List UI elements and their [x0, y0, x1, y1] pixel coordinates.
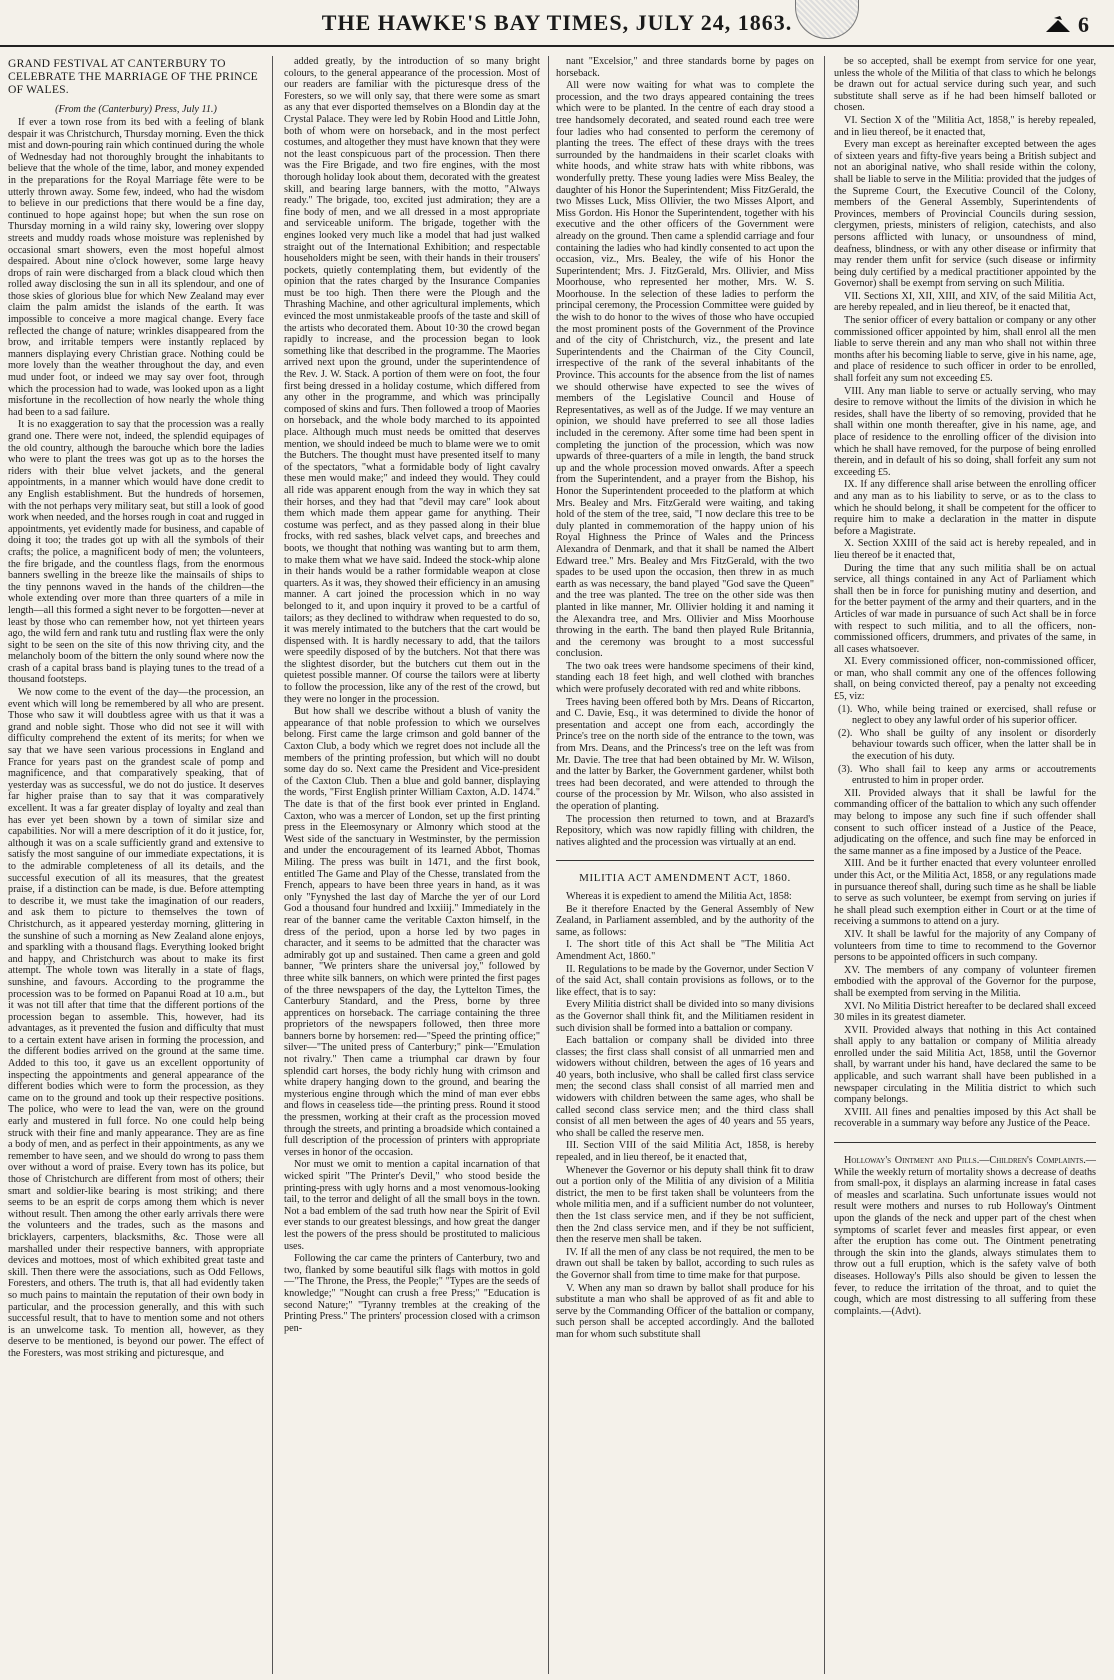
paragraph: added greatly, by the introduction of so many bright colours, to the general appearance of the procession. Most of our readers are familiar with the picturesque dress of the Foresters, so we will only say, that there were some as smart as any that ever disported themselves on a Blondin day at the Crystal Palace. They were led by Robin Hood and Little John, both of whom were on horseback, and in the most perfect costumes, and altogether they must have known that they were not the least conspicuous part of the procession. Then there was the Fire Brigade, and two fire engines, with the most thorough holiday look about them, decorated with the greatest skill, and bearing large banners, with the motto, "Always ready." The brigade, too, excited just admiration; they are a fine body of men, and we all dressed in a most appropriate and serviceable uniform. The brigade, together with the engines looked very much like a model that had just walked straight out of the International Exhibition; and respectable householders might be seen, with their hands in their trousers' pockets, quietly contemplating them, but evidently of the opinion that the rates charged by the Insurance Companies must be too high. Then there were the Plough and the Thrashing Machine, and other agricultural implements, which evinced the most unmistakeable proofs of the taste and skill of the artists who decorated them. About 10·30 the crowd began rapidly to increase, and the procession began to look something like that described in the programme. The Maories arrived next upon the ground, under the superintendence of the Rev. J. W. Stack. A portion of them were on foot, the four first being dressed in a holiday costume, which differed from any other in the programme, and which was principally composed of skins and furs. Then followed a troop of Maories on horseback, and the whole body marched to its appointed place. Although much must needs be omitted that deserves mention, we should indeed be much to blame were we to omit the Butchers. The thought must have presented itself to many of the spectators, "what a formidable body of light cavalry these men would make;" and indeed they would. They could all ride was apparent enough from the way in which they sat their horses, and they had that "devil may care" look about them which made them appear game for anything. Their costume was perfect, and as they passed along in their blue frocks, with red sashes, black velvet caps, and breeches and boots, we thought that nothing was wanting but to arm them, to make them what we have said. Indeed the stock-whip alone in their hands would be a rather formidable weapon at close quarters. As it was, they showed their efficiency in an amusing manner. A cart joined the procession which in no way belonged to it, and upon inquiry it proved to be a cartful of tailors; as they declined to withdraw when requested to do so, it was merely intimated to the butchers that the cart would be dispensed with. It is hardly necessary to add, that the tailors were speedily disposed of by the butchers. Not that there was the slightest disorder, but the butchers cut them out in the quietest possible manner. Of course the tailors were at liberty to follow the procession, like any of the rest of the crowd, but they were no longer in the procession.: [284, 56, 540, 705]
paragraph: We now come to the event of the day—the procession, an event which will long be remembered by all who are present. Those who saw it will doubtless agree with us that it was a grand and noble sight. Those who did not see it will with difficulty comprehend the extent of its merits; for when we say that we have seen various processions in England and France for years past on the grandest scale of pomp and magnificence, and that comparatively speaking, that of yesterday was as successful, we do not do justice. It deserves far higher praise than to say that it was comparatively excellent. It was a far greater display of loyalty and zeal than has ever yet been shown by a town of similar size and capabilities. Nor will a mere description of it do it justice, for, although it was on a scale sufficiently grand and extensive to satisfy the most sanguine of our immediate expectations, it is to the admirable completeness of all its details, and the successful execution of all its measures, that the greatest praise, if a distinction can be made, is due. Before attempting to describe it, we must take the imagination of our readers, and ask them to picture to themselves the town of Christchurch, as it appeared yesterday morning, glittering in the sunshine of such a morning as New Zealand alone enjoys, and sparkling with a thousand flags. Everything looked bright and happy, and Christchurch was about to make its first attempt. The whole town was literally in a state of flags, sunshine, and favours. According to the programme the procession was to be formed on Papanui Road at 10 a.m., but it was not till after that time that the different portions of the procession began to assemble. This, however, had its advantages, as it prevented the fusion and difficulty that must to a certain extent have arisen in forming the procession, and the different bodies arrived on the ground at the same time. Added to this too, it gave us an excellent opportunity of inspecting the appointments and general appearance of the different bodies which were to form the procession, as they came on to the ground and took up their respective positions. The police, who were to lead the van, were on the ground early and mustered in full force. No one could help being struck with their fine and manly appearance. They are as fine a body of men, and as perfect in their appointments, as any we remember to have seen, and we should do wrong to pass them over without a word of praise. Every town has its police, but those of Christchurch are different from most of others; their smart and soldier-like bearing is most striking; and there seems to be an esprit de corps among them which is never without result. Then among the other early arrivals there were the volunteers and the trades, such as the masons and bricklayers, carpenters, blacksmiths, &c. Those were all marshalled under their respective banners, with appropriate devices and mottoes, most of which exhibited great taste and skill. Then there were the associations, such as Odd Fellows, Foresters, and others. The truth is, that all had evidently taken so much pains to maintain the reputation of their own body in particular, and the procession generally, and this with such successful result, that to have to mention some and not others is an unwelcome task. To mention all, however, as they deserve to be mentioned, is beyond our power. The effect of the Foresters, was most striking and picturesque, and: [8, 687, 264, 1359]
paragraph: XVI. No Militia District hereafter to be declared shall exceed 30 miles in its greatest diameter.: [834, 1000, 1096, 1024]
paragraph: IX. If any difference shall arise between the enrolling officer and any man as to his liability to serve, or as to the class to which he should belong, it shall be competent for the officer to require him to make a declaration in the matter in dispute before a Magistrate.: [834, 479, 1096, 537]
paragraph: If ever a town rose from its bed with a feeling of blank despair it was Christchurch, Thursday morning. Even the thick mist and down-pouring rain which continued during the whole of Wednesday had not thoroughly brought the inhabitants to believe that the whole of the time, labor, and money expended in the preparations for the Royal Marriage fête were to be utterly thrown away. Some few, indeed, who had the wisdom to believe in our predictions that there would be a fine day, continued to hope against hope; but when the sun rose on Thursday morning in a wild rainy sky, lowering over sloppy streets and muddy roads whose moisture was replenished by occasional smart showers, even the most hopeful almost despaired. About nine o'clock however, some large heavy drops of rain were discharged from a black cloud which then rolled away disclosing the sun in all its splendour, and one of those skies of glorious blue for which New Zealand may ever claim the palm amidst the islands of the earth. It was impossible to conceive a more magical change. Every face reflected the change of nature; wrinkles disappeared from the brow, and irritable tempers were instantly replaced by manners displaying every Christian grace. Nothing could be more lovely than the weather throughout the day, and even mud under foot, or indeed we may say over foot, through which the procession had to wade, was looked upon as a light misfortune in the recollection of how nearly the whole thing had been to a sad failure.: [8, 116, 264, 418]
paragraph: It is no exaggeration to say that the procession was a really grand one. There were not, indeed, the splendid equipages of the old country, although the barouche which bore the ladies who were to plant the trees was got up as to the horses the riders with their blue velvet jackets, and the general appointments, in a manner which would have done credit to any English establishment. But the hundreds of horsemen, with the not perhaps very military seat, but still a look of good work when needed, and the horses rough in coat and rugged in appointments, yet evidently made for business, and capable of doing it too; the trades got up with all the symbols of their crafts; the police, a magnificent body of men; the volunteers, the fire brigade, and the countless flags, from the enormous banners swelling in the breeze like the mainsails of ships to the tiny pennons waved in the hands of the children—the whole extending over more than three quarters of a mile in length—all this formed a sight never to be forgotten—never at least by those who can remember how, not yet thirteen years ago, the wild fern and rank tutu and rustling flax were the only sight to be seen on the site of this now thriving city, and the melancholy boom of the bittern the only sound where now the crash of a capital brass band is playing tunes to the tread of a thousand footsteps.: [8, 419, 264, 686]
list-item: (3). Who shall fail to keep any arms or accoutrements entrusted to him in proper order.: [838, 763, 1096, 787]
paragraph: Be it therefore Enacted by the General Assembly of New Zealand, in Parliament assembled, and by the authority of the same, as follows:: [556, 903, 814, 938]
section-title: MILITIA ACT AMENDMENT ACT, 1860.: [579, 872, 791, 885]
paragraph: I. The short title of this Act shall be "The Militia Act Amendment Act, 1860.": [556, 939, 814, 962]
paragraph: The procession then returned to town, and at Brazard's Repository, which was now rapidly filling with children, the natives alighted and the procession was virtually at an end.: [556, 813, 814, 848]
advert-lead: Holloway's Ointment and Pills.—Children's Complaints.—: [844, 1155, 1096, 1167]
section-divider: [556, 860, 814, 861]
paragraph: XVIII. All fines and penalties imposed by this Act shall be recoverable in a summary way before any Justice of the Peace.: [834, 1106, 1096, 1130]
paragraph: XVII. Provided always that nothing in this Act contained shall apply to any battalion or company of Militia already enrolled under the said Militia Act, 1858, until the Governor shall, by warrant under his hand, have declared the same to be applicable, and such warrant shall have been published in a newspaper circulating in the Militia district to which such company belongs.: [834, 1024, 1096, 1106]
column-2: [284, 56, 540, 1674]
masthead: [0, 0, 1114, 48]
paragraph: XIII. And be it further enacted that every volunteer enrolled under this Act, or the Militia Act, 1858, or any regulations made in pursuance thereof shall, during such time as he shall be liable to serve as such volunteer, be exempt from serving on juries if he shall plead such exemption either in Court or at the time of receiving a summons to attend on a jury.: [834, 858, 1096, 928]
paragraph: VII. Sections XI, XII, XIII, and XIV, of the said Militia Act, are hereby repealed, and in lieu thereof, be it enacted that,: [834, 290, 1096, 314]
paragraph: All were now waiting for what was to complete the procession, and the two drays appeared containing the trees which were to be planted. In the centre of each dray stood a tree handsomely decorated, and seated round each tree were four ladies who had consented to perform the ceremony of planting the trees. The effect of these drays with the trees surrounded by the handmaidens in their scarlet cloaks with white hoods, and white straw hats with white ribbons, was wonderfully pretty. These young ladies were Miss Bealey, the daughter of his Honor the Superintendent; Miss FitzGerald, the two Misses Luck, Miss Ollivier, the two Misses Alport, and Miss Gordon. His Honor the Superintendent, together with his executive and the other officers of the Government were already on the ground. Then came a splendid carriage and four containing the ladies who had kindly consented to act upon the occasion, viz., Mrs. Bealey, the wife of his Honor the Superintendent; Mrs. J. FitzGerald, Mrs. Ollivier, and Miss Moorhouse, who represented her mother, Mrs. W. S. Moorhouse. In the selection of these ladies to perform the principal ceremony, the Procession Committee were guided by the wish to do honor to the wives of those who have occupied the most prominent posts of the Government of the Province and of the city of Christchurch, viz., the present and late Superintendents and the Chairman of the City Council, irrespective of the rank of the several inhabitants of the Province. This accounts for the absence from the list of names we should otherwise have expected to see the wives of members of the Legislative Council and House of Representatives, as well as of the Judge. If we may venture an opinion, we should have preferred to see all those ladies included in the ceremony. After some time had been spent in completing the junction of the procession, which was now upwards of three-quarters of a mile in length, the band struck up and the whole procession moved onwards. After a speech from the Superintendent, and a prayer from the Bishop, his Honor the Superintendent proceeded to the platform at which Mrs. Bealey and Mrs. FitzGerald were waiting, and taking hold of the stem of the tree, said, "I now declare this tree to be duly planted in commemoration of the happy union of his Royal Highness the Prince of Wales and the Princess Alexandra of Denmark, and that it shall be named the Albert Edward tree." Mrs. Bealey and Mrs FitzGerald, with the two spades to be used upon the occasion, then threw in as much earth as was necessary, the band played "God save the Queen" and the tree was planted. The tree on the other side was then planted in like manner, Mr. Ollivier holding it and naming it the Alexandra tree, and Mrs. Ollivier and Miss Moorhouse throwing in the earth. The band then played Rule Britannia, and the ceremony was brought to a most successful conclusion.: [556, 80, 814, 660]
paragraph: XV. The members of any company of volunteer firemen embodied with the approval of the Governor for the purpose, shall be exempted from serving in the Militia.: [834, 964, 1096, 999]
bird-emblem-icon: [1044, 14, 1072, 36]
advertisement: [834, 1155, 1096, 1317]
paragraph: Each battalion or company shall be divided into three classes; the first class shall consist of all unmarried men and widowers without children, between the ages of 16 years and 40 years, both inclusive, who shall be called first class service men; the second class shall consist of all married men and widowers with children between the same ages, who shall be called second class service men; and the third class shall consist of all men between the ages of 40 years and 55 years, who shall be called the reserve men.: [556, 1035, 814, 1139]
newspaper-columns: [0, 56, 1114, 1674]
paragraph: V. When any man so drawn by ballot shall produce for his substitute a man who shall be approved of as fit and able to serve by the Commanding Officer of the battalion or company, such person shall be accepted accordingly. And the balloted man for whom such substitute shall: [556, 1282, 814, 1340]
section-divider: [834, 1142, 1096, 1143]
list-item: (1). Who, while being trained or exercised, shall refuse or neglect to obey any lawful order of his superior officer.: [838, 703, 1096, 727]
paragraph: IV. If all the men of any class be not required, the men to be drawn out shall be taken by ballot, according to such rules as the Governor shall from time to time make for that purpose.: [556, 1246, 814, 1281]
list-item: (2). Who shall be guilty of any insolent or disorderly behaviour towards such officer, when the latter shall be in the execution of his duty.: [838, 727, 1096, 763]
paragraph: II. Regulations to be made by the Governor, under Section V of the said Act, shall contain provisions as follows, or to the like effect, that is to say:: [556, 963, 814, 998]
paragraph: nant "Excelsior," and three standards borne by pages on horseback.: [556, 56, 814, 79]
paragraph: XI. Every commissioned officer, non-commissioned officer, or man, who shall commit any one of the offences following shall, on being convicted thereof, pay a penalty not exceeding £5, viz:: [834, 656, 1096, 703]
paragraph: The senior officer of every battalion or company or any other commissioned officer appointed by him, shall enrol all the men liable to serve therein and any man who shall not within three months after his becoming liable to serve, give in his name, age, and place of residence to such officer in order to be enrolled, shall forfeit any sum not exceeding £5.: [834, 315, 1096, 385]
paragraph: Trees having been offered both by Mrs. Deans of Riccarton, and C. Davie, Esq., it was determined to divide the honor of presentation and accept one from each, accordingly the Prince's tree on the north side of the entrance to the town, was from Mrs. Deans, and the Princess's tree on the left was from Mr. Davie. The tree that had been obtained by Mr. W. Wilson, and the latter by Barker, the Government gardener, whilst both trees had been decorated, and were attended to through the course of the procession by Mr. Wilson, who also assisted in the operation of planting.: [556, 696, 814, 812]
paragraph: be so accepted, shall be exempt from service for one year, unless the whole of the Militia of that class to which he belongs be drawn out for actual service during such year, and such substitute shall serve as if he had been himself balloted or chosen.: [834, 56, 1096, 114]
paragraph: VIII. Any man liable to serve or actually serving, who may desire to remove without the limits of the division in which he resides, shall have the liberty of so removing, provided that he shall within one month thereafter, give in his name, age, and place of residence to the enrolling officer of the division into which he shall have removed, for the purpose of being enrolled therein, and in default of his so doing, shall forfeit any sum not exceeding £5.: [834, 385, 1096, 478]
column-4: [834, 56, 1096, 1674]
article-headline: GRAND FESTIVAL AT CANTERBURY TO CELEBRATE THE MARRIAGE OF THE PRINCE OF WALES.: [8, 57, 258, 96]
paragraph: III. Section VIII of the said Militia Act, 1858, is hereby repealed, and in lieu thereof, be it enacted that,: [556, 1140, 814, 1164]
article-dateline: (From the (Canterbury) Press, July 11.): [55, 104, 217, 116]
paragraph: XIV. It shall be lawful for the majority of any Company of volunteers from time to time to recommend to the Governor persons to be appointed officers in such company.: [834, 928, 1096, 964]
paragraph: Every Militia district shall be divided into so many divisions as the Governor shall think fit, and the Militiamen resident in such division shall be formed into a battalion or company.: [556, 999, 814, 1034]
paragraph: X. Section XXIII of the said act is hereby repealed, and in lieu thereof be it enacted that,: [834, 538, 1096, 561]
paragraph: XII. Provided always that it shall be lawful for the commanding officer of the battalion to which any such offender may belong to impose any such fine if such offender shall consent to such officer instead of a Justice of the Peace, adjudicating on the offence, and such fine may be enforced in the same manner as a fine imposed by a Justice of the Peace.: [834, 787, 1096, 857]
paragraph: The two oak trees were handsome specimens of their kind, standing each 18 feet high, and well clothed with branches which were profusely decorated with red and white ribbons.: [556, 660, 814, 696]
masthead-title: THE HAWKE'S BAY TIMES, JULY 24, 1863.: [321, 10, 793, 35]
column-3: [556, 56, 814, 1674]
paragraph: Every man except as hereinafter excepted between the ages of sixteen years and fifty-five years being a British subject and not an aboriginal native, who shall reside within the colony, shall be liable to serve in the Militia: provided that the judges of the Supreme Court, the Executive Council of the Colony, members of the General Assembly, Superintendents of Provinces, members of Provincial Councils during session, clergymen, priests, ministers of religion, catechists, and also persons afflicted with lunacy, or unsoundness of mind, deafness, blindness, or with any other disease or infirmity that may render them unfit for service (such disease or infirmity being duly certified by a medical practitioner appointed by the Governor) shall be exempt from serving on such Militia.: [834, 139, 1096, 290]
masthead-rule: [0, 45, 1114, 47]
paragraph: During the time that any such militia shall be on actual service, all things contained in any Act of Parliament which shall then be in force for punishing mutiny and desertion, and for the better payment of the army and their quarters, and in the Articles of war made in pursuance of such Act shall be in force with respect to such militia, and to all the officers, non-commissioned officers, drummers, and privates of the same, in all cases whatsoever.: [834, 562, 1096, 655]
paragraph: Nor must we omit to mention a capital incarnation of that wicked spirit "The Printer's Devil," who stood beside the printing-press with ugly horns and a most venomous-looking tail, to the terror and delight of all the small boys in the town. Not a bad emblem of the sad truth how near the Spirit of Evil ever stands to our greatest blessings, and how great the danger lest the powers of the press should be prostituted to malicious uses.: [284, 1159, 540, 1252]
column-1: [8, 56, 264, 1674]
paragraph: Whereas it is expedient to amend the Militia Act, 1858:: [566, 890, 792, 902]
paragraph: VI. Section X of the "Militia Act, 1858," is hereby repealed, and in lieu thereof, be it enacted that,: [834, 114, 1096, 138]
paragraph: Whenever the Governor or his deputy shall think fit to draw out a portion only of the Militia of any division of a Militia district, the men to be first taken shall be volunteers from the whole militia men, and if a sufficient number do not volunteer, then the 1st class service men, and if they be not sufficient, then the 2nd class service men, and if they be not sufficient, then the reserve men shall be taken.: [556, 1164, 814, 1246]
page-number: 6: [1078, 12, 1089, 37]
paragraph: Following the car came the printers of Canterbury, two and two, flanked by some beautiful silk flags with mottos in gold—"The Throne, the Press, the People;" "Types are the seeds of knowledge;" "Nought can crush a free Press;" "Education is second Nature;" "Tyranny trembles at the creaking of the Printing Press." The printers' procession closed with a crimson pen-: [284, 1253, 540, 1334]
advert-body: While the weekly return of mortality shows a decrease of deaths from small-pox, it displays an alarming increase in fatal cases of measles and scarlatina. Such unfortunate issues would not result were mothers and nurses to rub Holloway's Ointment upon the glands of the neck and upper part of the chest when symptoms of scarlet fever and measles first appear, or even after the eruption has come out. The Ointment penetrating through the skin into the glands, always stimulates them to throw out a full eruption, which is the safety valve of both diseases. Holloway's Pills also should be given to lessen the fever, to reduce the irritation of the throat, and to quiet the cough, which are most distressing to all suffering from these complaints.—(Advt).: [834, 1166, 1096, 1317]
paragraph: But how shall we describe without a blush of vanity the appearance of that noble profession to which we ourselves belong. First came the large crimson and gold banner of the Caxton Club, a body which we regret does not include all the members of the printing profession, but which will no doubt some day do so. Next came the President and Vice-president of the Caxton Club. Then a blue and gold banner, displaying the words, "First English printer William Caxton, A.D. 1474." The date is that of the first book ever printed in England. Caxton, who was a mercer of London, set up the first printing press in the Eleemosynary or Almonry which stood at the West side of the sanctuary in Westminster, by the permission and under the encouragement of its learned Abbot, Thomas Miling. The press was built in 1471, and the first book, entitled The Game and Play of the Chesse, translated from the French, appears to have been three years in hand, as it was only "Fynyshed the last day of Marche the yer of our Lord God a thousand four hundred and lxxiiij." Immediately in the rear of the banner came the veritable Caxton himself, in the dress of the period, upon a horse led by two pages in character, and it seems to be admitted that the character was admirably got up and sustained. Then came a green and gold banner, "We printers share the universal joy," followed by three white silk banners, on which were printed the first pages of the three newspapers of the day, the Lyttelton Times, the Canterbury Standard, and the Press, borne by three apprentices on horseback. The carriage containing the three proprietors of the newspapers followed, then three more banners borne by horsemen: red—"Speed the printing office;" silver—"The united press of Canterbury;" pink—"Emulation not rivalry." Then came a triumphal car drawn by four splendid cart horses, the body richly hung with crimson and white drapery hanging down to the ground, and bearing the mysterious engine through which the mind of man ever ebbs and flows in ceaseless tide—the printing press. Round it stood the pressmen, working at their craft as the procession moved through the streets, and printing a broadside which contained a full description of the procession of printers with appropriate verses in honor of the occasion.: [284, 706, 540, 1158]
